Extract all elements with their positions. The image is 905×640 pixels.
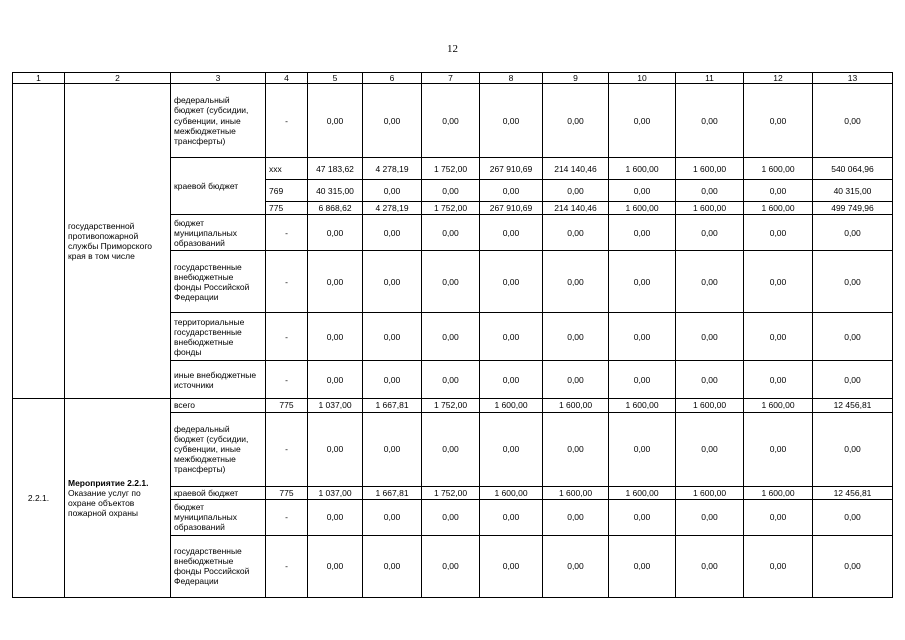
amount-cell: 1 600,00 [744, 486, 813, 499]
amount-cell: 1 037,00 [308, 486, 363, 499]
amount-cell: 1 667,81 [363, 486, 422, 499]
budget-code-cell: - [266, 535, 308, 597]
amount-cell: 0,00 [422, 180, 480, 202]
funding-source-cell: краевой бюджет [171, 486, 266, 499]
header-cell: 12 [744, 73, 813, 84]
amount-cell: 0,00 [744, 215, 813, 251]
amount-cell: 0,00 [480, 251, 543, 313]
amount-cell: 40 315,00 [813, 180, 893, 202]
amount-cell: 0,00 [609, 535, 676, 597]
amount-cell: 0,00 [363, 361, 422, 399]
funding-source-cell: всего [171, 399, 266, 412]
amount-cell: 1 752,00 [422, 158, 480, 180]
amount-cell: 0,00 [744, 361, 813, 399]
amount-cell: 6 868,62 [308, 202, 363, 215]
amount-cell: 12 456,81 [813, 486, 893, 499]
amount-cell: 0,00 [813, 84, 893, 158]
amount-cell: 499 749,96 [813, 202, 893, 215]
amount-cell: 0,00 [308, 499, 363, 535]
amount-cell: 0,00 [543, 499, 609, 535]
header-row [13, 73, 893, 84]
amount-cell: 0,00 [676, 412, 744, 486]
amount-cell: 267 910,69 [480, 202, 543, 215]
amount-cell: 0,00 [543, 535, 609, 597]
amount-cell: 0,00 [813, 535, 893, 597]
amount-cell: 0,00 [813, 251, 893, 313]
amount-cell: 0,00 [363, 313, 422, 361]
amount-cell: 0,00 [363, 251, 422, 313]
amount-cell: 0,00 [308, 251, 363, 313]
amount-cell: 1 600,00 [480, 486, 543, 499]
amount-cell: 1 037,00 [308, 399, 363, 412]
amount-cell: 0,00 [813, 215, 893, 251]
budget-code-cell: 775 [266, 399, 308, 412]
amount-cell: 0,00 [744, 84, 813, 158]
amount-cell: 0,00 [676, 84, 744, 158]
amount-cell: 214 140,46 [543, 202, 609, 215]
amount-cell: 0,00 [363, 84, 422, 158]
funding-source-cell: федеральный бюджет (субсидии, субвенции, иные межбюджетные трансферты) [171, 84, 266, 158]
funding-source-cell: государственные внебюджетные фонды Российской Федерации [171, 535, 266, 597]
table-row [13, 84, 893, 158]
amount-cell: 0,00 [676, 251, 744, 313]
amount-cell: 0,00 [744, 180, 813, 202]
amount-cell: 0,00 [480, 180, 543, 202]
amount-cell: 0,00 [676, 361, 744, 399]
amount-cell: 0,00 [422, 251, 480, 313]
amount-cell: 0,00 [363, 215, 422, 251]
amount-cell: 0,00 [543, 251, 609, 313]
budget-code-cell: 769 [266, 180, 308, 202]
measure-number-cell: 2.2.1. [13, 399, 65, 597]
amount-cell: 1 600,00 [676, 158, 744, 180]
program-name-cell: государственной противопожарной службы Приморского края в том числе [65, 84, 171, 399]
amount-cell: 0,00 [609, 412, 676, 486]
amount-cell: 47 183,62 [308, 158, 363, 180]
header-cell: 1 [13, 73, 65, 84]
amount-cell: 0,00 [744, 313, 813, 361]
amount-cell: 0,00 [543, 412, 609, 486]
budget-code-cell: - [266, 313, 308, 361]
amount-cell: 0,00 [609, 215, 676, 251]
amount-cell: 0,00 [813, 361, 893, 399]
amount-cell: 1 600,00 [676, 486, 744, 499]
amount-cell: 0,00 [422, 535, 480, 597]
amount-cell: 0,00 [676, 499, 744, 535]
amount-cell: 1 600,00 [609, 399, 676, 412]
amount-cell: 0,00 [308, 84, 363, 158]
amount-cell: 1 600,00 [543, 486, 609, 499]
amount-cell: 0,00 [480, 215, 543, 251]
amount-cell: 1 667,81 [363, 399, 422, 412]
table-row [13, 399, 893, 412]
amount-cell: 0,00 [422, 215, 480, 251]
measure-title: Мероприятие 2.2.1. [68, 477, 149, 488]
amount-cell: 0,00 [813, 499, 893, 535]
amount-cell: 0,00 [308, 313, 363, 361]
amount-cell: 0,00 [480, 361, 543, 399]
header-cell: 9 [543, 73, 609, 84]
amount-cell: 0,00 [422, 499, 480, 535]
funding-source-cell: краевой бюджет [171, 158, 266, 215]
amount-cell: 0,00 [308, 215, 363, 251]
measure-description: Оказание услуг по охране объектов пожарной охраны [68, 487, 141, 519]
amount-cell: 0,00 [363, 412, 422, 486]
amount-cell: 0,00 [422, 412, 480, 486]
header-cell: 7 [422, 73, 480, 84]
amount-cell: 0,00 [813, 412, 893, 486]
amount-cell: 1 752,00 [422, 202, 480, 215]
amount-cell: 4 278,19 [363, 158, 422, 180]
header-cell: 13 [813, 73, 893, 84]
amount-cell: 4 278,19 [363, 202, 422, 215]
budget-code-cell: - [266, 215, 308, 251]
header-cell: 3 [171, 73, 266, 84]
header-cell: 11 [676, 73, 744, 84]
amount-cell: 0,00 [422, 313, 480, 361]
amount-cell: 0,00 [363, 180, 422, 202]
amount-cell: 0,00 [813, 313, 893, 361]
amount-cell: 1 600,00 [609, 202, 676, 215]
amount-cell: 0,00 [480, 84, 543, 158]
amount-cell: 1 600,00 [480, 399, 543, 412]
funding-source-cell: бюджет муниципальных образований [171, 215, 266, 251]
amount-cell: 0,00 [480, 412, 543, 486]
amount-cell: 0,00 [543, 215, 609, 251]
section-number-cell [13, 84, 65, 399]
budget-code-cell: - [266, 251, 308, 313]
amount-cell: 0,00 [480, 535, 543, 597]
budget-code-cell: 775 [266, 486, 308, 499]
header-cell: 8 [480, 73, 543, 84]
amount-cell: 0,00 [480, 313, 543, 361]
amount-cell: 0,00 [363, 499, 422, 535]
amount-cell: 0,00 [480, 499, 543, 535]
amount-cell: 0,00 [308, 412, 363, 486]
amount-cell: 0,00 [676, 535, 744, 597]
amount-cell: 214 140,46 [543, 158, 609, 180]
amount-cell: 0,00 [676, 180, 744, 202]
amount-cell: 1 752,00 [422, 486, 480, 499]
amount-cell: 0,00 [543, 180, 609, 202]
amount-cell: 40 315,00 [308, 180, 363, 202]
funding-source-cell: территориальные государственные внебюджетные фонды [171, 313, 266, 361]
amount-cell: 0,00 [543, 84, 609, 158]
amount-cell: 0,00 [308, 361, 363, 399]
amount-cell: 0,00 [609, 251, 676, 313]
header-cell: 10 [609, 73, 676, 84]
amount-cell: 1 600,00 [543, 399, 609, 412]
amount-cell: 1 600,00 [744, 202, 813, 215]
amount-cell: 1 600,00 [609, 158, 676, 180]
amount-cell: 0,00 [422, 361, 480, 399]
measure-name-cell [65, 399, 171, 597]
amount-cell: 0,00 [422, 84, 480, 158]
amount-cell: 540 064,96 [813, 158, 893, 180]
budget-code-cell: ххх [266, 158, 308, 180]
budget-code-cell: - [266, 499, 308, 535]
amount-cell: 12 456,81 [813, 399, 893, 412]
header-cell: 2 [65, 73, 171, 84]
budget-code-cell: - [266, 412, 308, 486]
budget-code-cell: 775 [266, 202, 308, 215]
amount-cell: 0,00 [676, 313, 744, 361]
amount-cell: 1 600,00 [744, 158, 813, 180]
amount-cell: 1 600,00 [676, 399, 744, 412]
amount-cell: 0,00 [744, 535, 813, 597]
budget-code-cell: - [266, 84, 308, 158]
amount-cell: 0,00 [609, 499, 676, 535]
amount-cell: 0,00 [609, 313, 676, 361]
header-cell: 6 [363, 73, 422, 84]
amount-cell: 267 910,69 [480, 158, 543, 180]
amount-cell: 0,00 [744, 251, 813, 313]
page-number: 12 [447, 43, 458, 55]
amount-cell: 1 752,00 [422, 399, 480, 412]
amount-cell: 0,00 [744, 499, 813, 535]
header-cell: 4 [266, 73, 308, 84]
amount-cell: 0,00 [543, 313, 609, 361]
header-cell: 5 [308, 73, 363, 84]
amount-cell: 0,00 [609, 361, 676, 399]
amount-cell: 1 600,00 [676, 202, 744, 215]
amount-cell: 0,00 [609, 84, 676, 158]
funding-source-cell: федеральный бюджет (субсидии, субвенции, иные межбюджетные трансферты) [171, 412, 266, 486]
amount-cell: 1 600,00 [609, 486, 676, 499]
funding-source-cell: бюджет муниципальных образований [171, 499, 266, 535]
budget-table [12, 72, 893, 598]
amount-cell: 0,00 [308, 535, 363, 597]
amount-cell: 0,00 [609, 180, 676, 202]
amount-cell: 0,00 [744, 412, 813, 486]
amount-cell: 0,00 [676, 215, 744, 251]
amount-cell: 1 600,00 [744, 399, 813, 412]
table-body [13, 73, 893, 598]
funding-source-cell: государственные внебюджетные фонды Российской Федерации [171, 251, 266, 313]
amount-cell: 0,00 [363, 535, 422, 597]
budget-code-cell: - [266, 361, 308, 399]
funding-source-cell: иные внебюджетные источники [171, 361, 266, 399]
amount-cell: 0,00 [543, 361, 609, 399]
